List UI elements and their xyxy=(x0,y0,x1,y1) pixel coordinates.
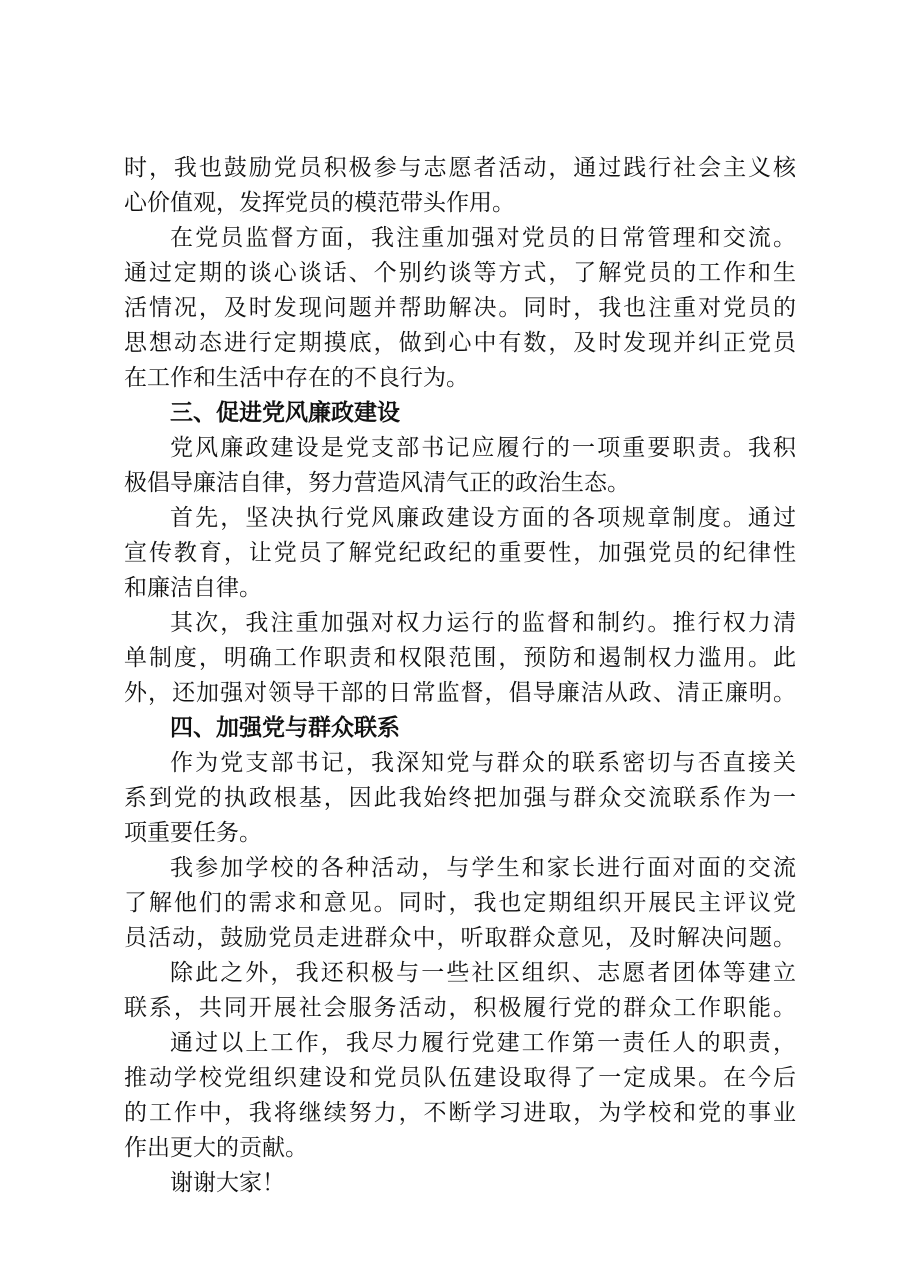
text-line: 系到党的执政根基，因此我始终把加强与群众交流联系作为一 xyxy=(124,785,796,811)
paragraph-first-line: 党风廉政建设是党支部书记应履行的一项重要职责。我积 xyxy=(170,435,796,461)
paragraph-first-line: 谢谢大家！ xyxy=(170,1170,285,1196)
text-line: 联系，共同开展社会服务活动，积极履行党的群众工作职能。 xyxy=(124,995,796,1021)
paragraph-last-line: 极倡导廉洁自律，努力营造风清气正的政治生态。 xyxy=(124,470,630,496)
text-line: 外，还加强对领导干部的日常监督，倡导廉洁从政、清正廉明。 xyxy=(124,680,796,706)
text-line: 时，我也鼓励党员积极参与志愿者活动，通过践行社会主义核 xyxy=(124,155,796,181)
section-heading: 四、加强党与群众联系 xyxy=(170,715,400,741)
paragraph-first-line: 通过以上工作，我尽力履行党建工作第一责任人的职责， xyxy=(170,1030,796,1056)
paragraph-first-line: 其次，我注重加强对权力运行的监督和制约。推行权力清 xyxy=(170,610,796,636)
section-heading: 三、促进党风廉政建设 xyxy=(170,400,400,426)
paragraph-last-line: 项重要任务。 xyxy=(124,820,262,846)
text-line: 推动学校党组织建设和党员队伍建设取得了一定成果。在今后 xyxy=(124,1065,796,1091)
text-line: 了解他们的需求和意见。同时，我也定期组织开展民主评议党 xyxy=(124,890,796,916)
paragraph-last-line: 和廉洁自律。 xyxy=(124,575,262,601)
text-line: 通过定期的谈心谈话、个别约谈等方式，了解党员的工作和生 xyxy=(124,260,796,286)
paragraph-first-line: 作为党支部书记，我深知党与群众的联系密切与否直接关 xyxy=(170,750,796,776)
paragraph-last-line: 在工作和生活中存在的不良行为。 xyxy=(124,365,469,391)
document-page xyxy=(124,151,796,1201)
text-line: 员活动，鼓励党员走进群众中，听取群众意见，及时解决问题。 xyxy=(124,925,796,951)
paragraph-last-line: 作出更大的贡献。 xyxy=(124,1135,308,1161)
text-line: 思想动态进行定期摸底，做到心中有数，及时发现并纠正党员 xyxy=(124,330,796,356)
text-line: 活情况，及时发现问题并帮助解决。同时，我也注重对党员的 xyxy=(124,295,796,321)
paragraph-first-line: 除此之外，我还积极与一些社区组织、志愿者团体等建立 xyxy=(170,960,796,986)
text-line: 单制度，明确工作职责和权限范围，预防和遏制权力滥用。此 xyxy=(124,645,796,671)
paragraph-first-line: 在党员监督方面，我注重加强对党员的日常管理和交流。 xyxy=(170,225,796,251)
text-line: 宣传教育，让党员了解党纪政纪的重要性，加强党员的纪律性 xyxy=(124,540,796,566)
text-line: 的工作中，我将继续努力，不断学习进取，为学校和党的事业 xyxy=(124,1100,796,1126)
paragraph-first-line: 首先，坚决执行党风廉政建设方面的各项规章制度。通过 xyxy=(170,505,796,531)
paragraph-last-line: 心价值观，发挥党员的模范带头作用。 xyxy=(124,190,515,216)
paragraph-first-line: 我参加学校的各种活动，与学生和家长进行面对面的交流 xyxy=(170,855,796,881)
